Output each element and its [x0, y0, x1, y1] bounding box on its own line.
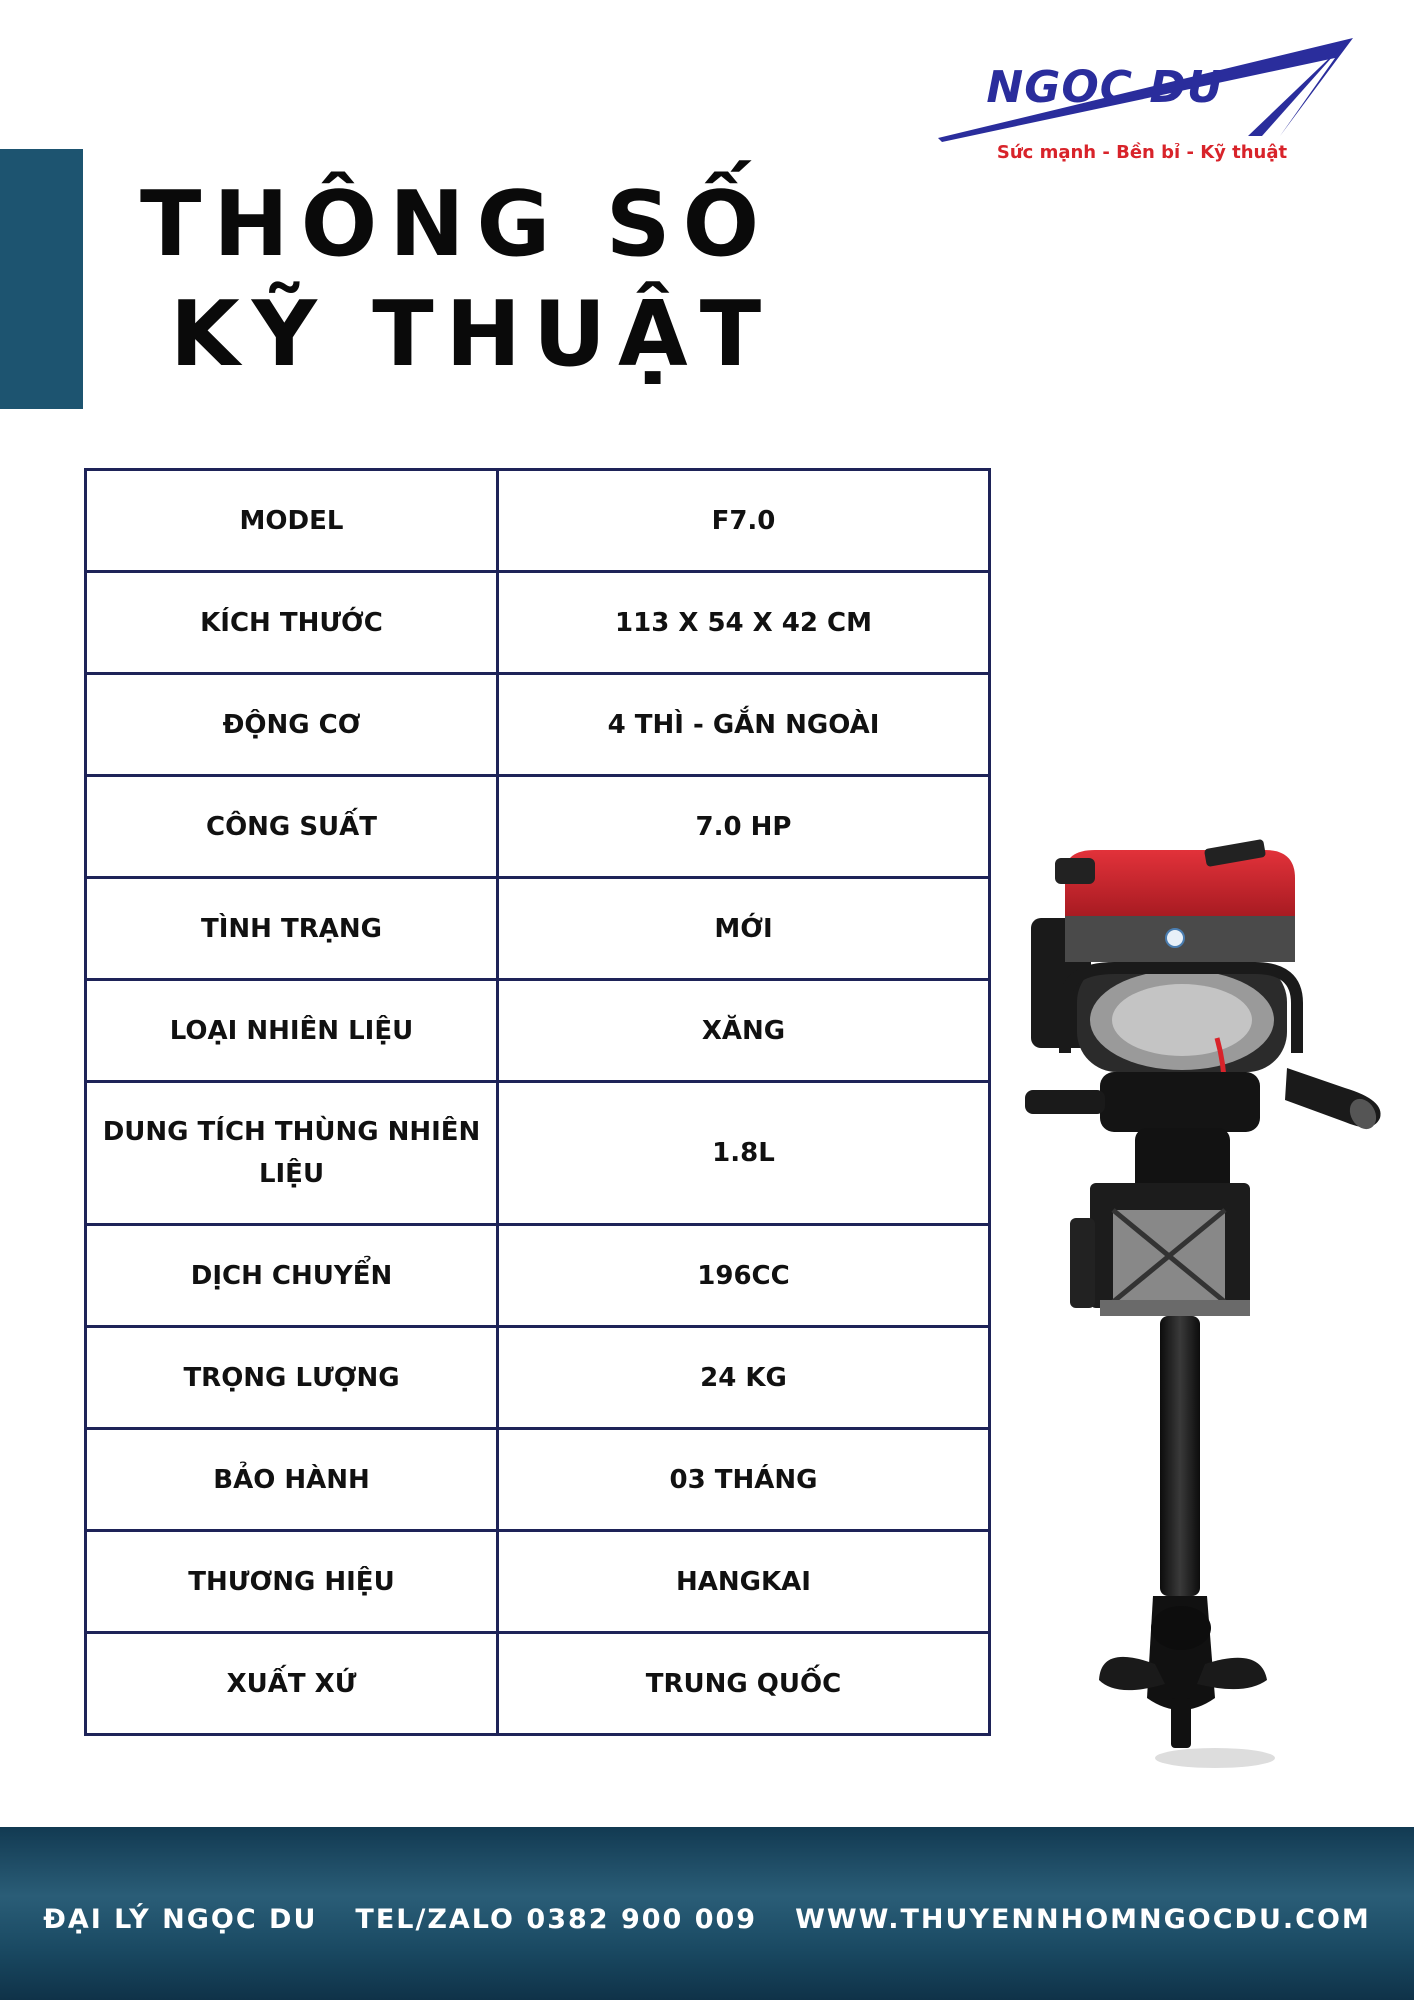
spec-value: 1.8L [498, 1082, 990, 1225]
spec-label: BẢO HÀNH [86, 1429, 498, 1531]
spec-row [86, 674, 990, 776]
footer-website[interactable]: WWW.THUYENNHOMNGOCDU.COM [795, 1904, 1371, 1935]
spec-value: 24 KG [498, 1327, 990, 1429]
accent-bar [0, 149, 83, 409]
spec-label: TRỌNG LƯỢNG [86, 1327, 498, 1429]
outboard-motor-image [1005, 838, 1405, 1778]
spec-row [86, 1082, 990, 1225]
spec-row [86, 1225, 990, 1327]
spec-value: MỚI [498, 878, 990, 980]
spec-row [86, 980, 990, 1082]
spec-value: HANGKAI [498, 1531, 990, 1633]
spec-row [86, 1531, 990, 1633]
spec-row [86, 878, 990, 980]
logo-tagline: Sức mạnh - Bền bỉ - Kỹ thuật [996, 142, 1288, 163]
spec-label: DUNG TÍCH THÙNG NHIÊN LIỆU [86, 1082, 498, 1225]
spec-label: LOẠI NHIÊN LIỆU [86, 980, 498, 1082]
footer-dealer: ĐẠI LÝ NGỌC DU [43, 1904, 318, 1935]
spec-row [86, 776, 990, 878]
spec-row [86, 572, 990, 674]
page-title-line-1: THÔNG SỐ [140, 172, 772, 277]
spec-label: ĐỘNG CƠ [86, 674, 498, 776]
spec-value: 4 THÌ - GẮN NGOÀI [498, 674, 990, 776]
spec-row [86, 1429, 990, 1531]
page-title-line-2: KỸ THUẬT [170, 282, 774, 387]
spec-row [86, 1633, 990, 1735]
page-title [140, 170, 773, 390]
spec-table [84, 468, 991, 1736]
spec-label: THƯƠNG HIỆU [86, 1531, 498, 1633]
spec-value: 196CC [498, 1225, 990, 1327]
spec-value: 03 THÁNG [498, 1429, 990, 1531]
footer-phone: TEL/ZALO 0382 900 009 [355, 1904, 758, 1935]
spec-label: CÔNG SUẤT [86, 776, 498, 878]
logo-brand-name: NGỌC DU [986, 62, 1224, 113]
spec-label: XUẤT XỨ [86, 1633, 498, 1735]
brand-logo [930, 36, 1360, 176]
spec-row [86, 470, 990, 572]
spec-row [86, 1327, 990, 1429]
spec-label: KÍCH THƯỚC [86, 572, 498, 674]
spec-value: TRUNG QUỐC [498, 1633, 990, 1735]
spec-value: 113 X 54 X 42 CM [498, 572, 990, 674]
spec-label: MODEL [86, 470, 498, 572]
spec-value: 7.0 HP [498, 776, 990, 878]
footer-contact [0, 1904, 1414, 1935]
spec-value: XĂNG [498, 980, 990, 1082]
spec-label: TÌNH TRẠNG [86, 878, 498, 980]
spec-label: DỊCH CHUYỂN [86, 1225, 498, 1327]
spec-value: F7.0 [498, 470, 990, 572]
